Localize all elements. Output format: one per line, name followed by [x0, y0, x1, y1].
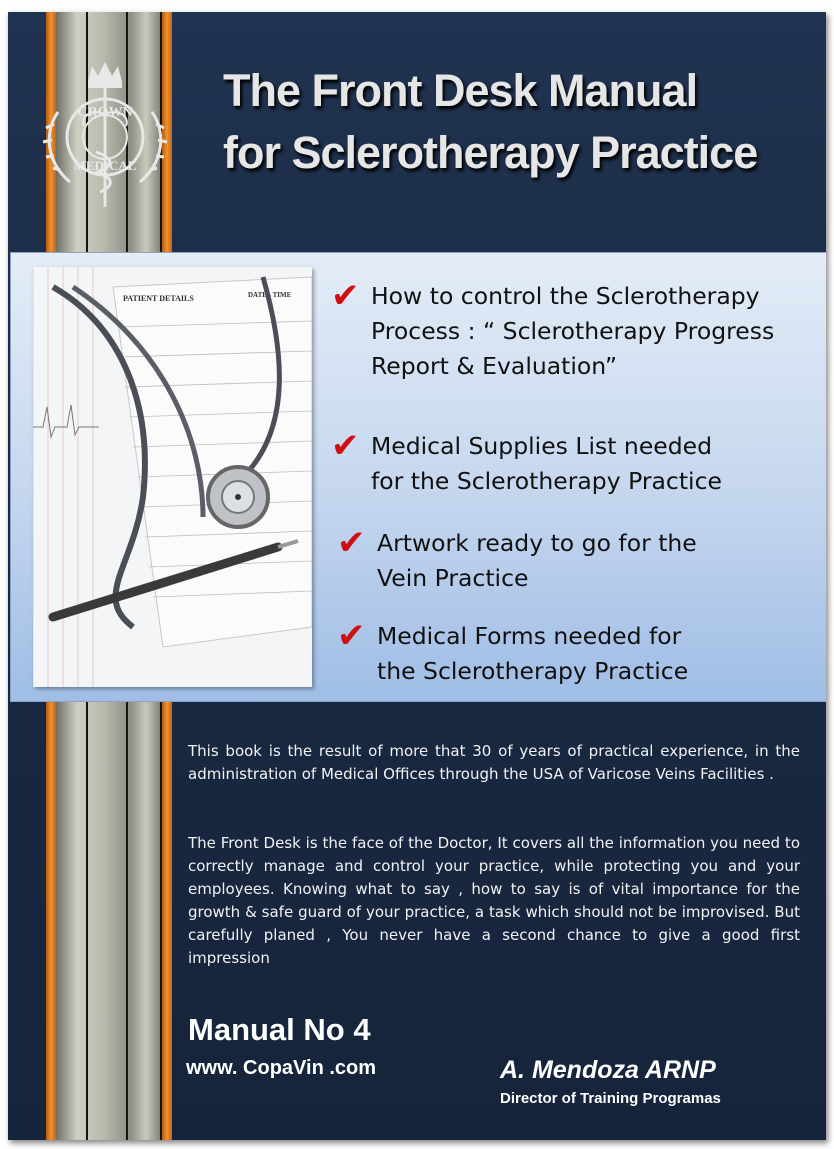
bullet-4-line-2: the Sclerotherapy Practice: [377, 657, 689, 685]
bullet-3-line-1: Artwork ready to go for the: [377, 529, 697, 557]
manual-number: Manual No 4: [188, 1012, 371, 1047]
author-role: Director of Training Programas: [500, 1090, 721, 1107]
check-icon: ✔: [337, 616, 366, 656]
title-line-2: for Sclerotherapy Practice: [223, 127, 758, 178]
bullet-2-line-1: Medical Supplies List needed: [371, 432, 713, 460]
check-icon: ✔: [331, 426, 360, 466]
bullet-2-line-2: for the Sclerotherapy Practice: [371, 467, 722, 495]
feature-panel: [10, 252, 826, 702]
bullet-1-line-3: Report & Evaluation”: [371, 352, 618, 380]
form-date: DATE - TIME: [248, 291, 292, 299]
bullet-item-4: [337, 616, 689, 689]
crown-medical-logo: [40, 52, 170, 212]
bullet-1-line-2: Process : “ Sclerotherapy Progress: [371, 317, 775, 345]
title-line-1: The Front Desk Manual: [223, 65, 698, 116]
website-link: www. CopaVin .com: [186, 1057, 377, 1079]
bullet-3-line-2: Vein Practice: [377, 564, 529, 592]
book-cover: [8, 12, 826, 1140]
check-icon: ✔: [331, 276, 360, 316]
bullet-item-3: [337, 523, 697, 596]
form-header: PATIENT DETAILS: [123, 294, 194, 303]
description-paragraph-1: This book is the result of more that 30 of years of practical experience, in the administration of Medical Offices through the USA of Varicose Veins Facilities .: [188, 742, 800, 783]
cover-title: [223, 60, 813, 184]
bullet-4-line-1: Medical Forms needed for: [377, 622, 682, 650]
bullet-item-2: [331, 426, 722, 499]
description-paragraph-2: The Front Desk is the face of the Doctor, It covers all the information you need to correctly manage and control your practice, while protecting you and your employees. Knowing what to say , how to say is of vital importance for the growth & safe guard of your practice, a task which should not be improvised. But carefully planed , You never have a second chance to give a good first impression: [188, 834, 800, 967]
bullet-1-line-1: How to control the Sclerotherapy: [371, 282, 760, 310]
logo-top-text: CROWN: [77, 105, 133, 120]
author-name: A. Mendoza ARNP: [500, 1056, 716, 1084]
stethoscope-photo: [33, 267, 312, 687]
bullet-item-1: [331, 276, 775, 384]
logo-bottom-text: MEDICAL: [73, 158, 137, 173]
check-icon: ✔: [337, 523, 366, 563]
